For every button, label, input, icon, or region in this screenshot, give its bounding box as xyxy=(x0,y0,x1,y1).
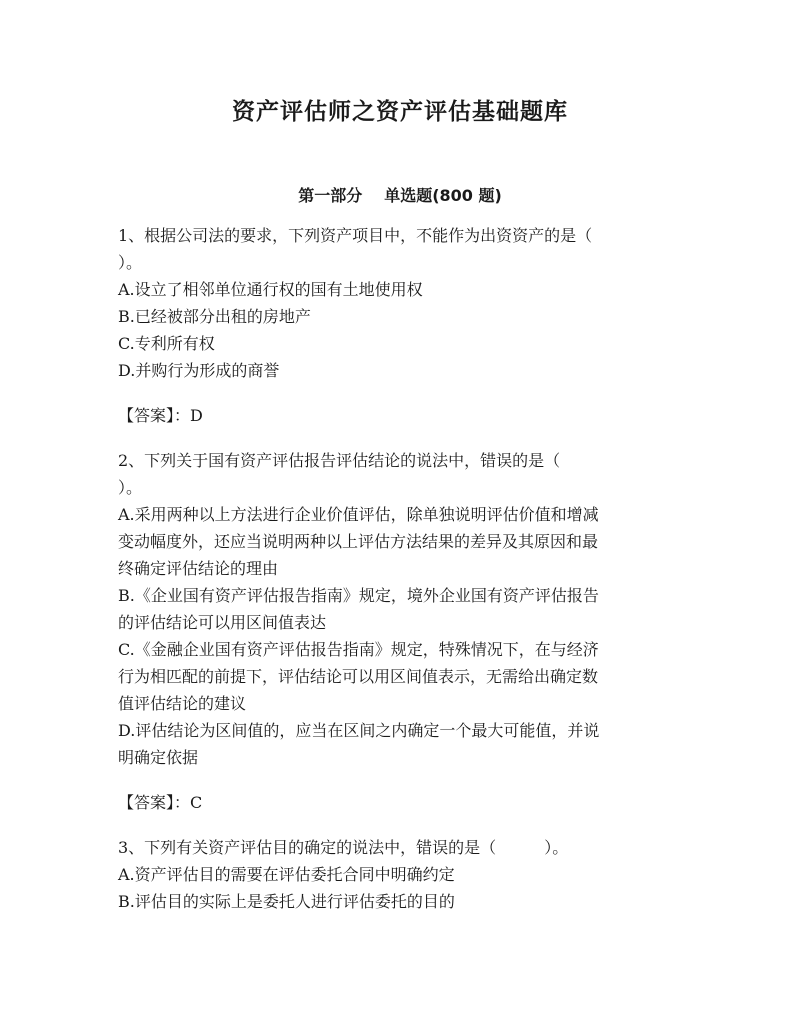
answer-label: 【答案】： xyxy=(118,406,191,425)
option-d: D.并购行为形成的商誉 xyxy=(118,361,280,380)
section-title: 单选题(800 题) xyxy=(384,186,502,205)
option-b: B.评估目的实际上是委托人进行评估委托的目的 xyxy=(118,892,455,911)
question-stem: 1、根据公司法的要求，下列资产项目中，不能作为出资资产的是（ xyxy=(118,226,593,245)
answer-2 xyxy=(118,789,682,816)
option-a: A.资产评估目的需要在评估委托合同中明确约定 xyxy=(118,865,455,884)
answer-value: C xyxy=(190,793,203,812)
question-stem: 2、下列关于国有资产评估报告评估结论的说法中，错误的是（ xyxy=(118,451,561,470)
document-title: 资产评估师之资产评估基础题库 xyxy=(232,99,568,125)
answer-1 xyxy=(118,402,682,429)
option-a: 变动幅度外，还应当说明两种以上评估方法结果的差异及其原因和最 xyxy=(118,532,599,551)
option-c: C.《金融企业国有资产评估报告指南》规定，特殊情况下，在与经济 xyxy=(118,640,599,659)
section-part: 第一部分 xyxy=(298,186,363,205)
question-2 xyxy=(118,447,682,771)
option-d: D.评估结论为区间值的，应当在区间之内确定一个最大可能值，并说 xyxy=(118,721,600,740)
question-3 xyxy=(118,834,682,915)
option-c: 值评估结论的建议 xyxy=(118,694,247,713)
question-stem: 3、下列有关资产评估目的确定的说法中，错误的是（ ）。 xyxy=(118,838,569,857)
option-c: C.专利所有权 xyxy=(118,334,215,353)
answer-label: 【答案】： xyxy=(118,793,191,812)
option-a: A.设立了相邻单位通行权的国有土地使用权 xyxy=(118,280,423,299)
option-b: B.《企业国有资产评估报告指南》规定，境外企业国有资产评估报告 xyxy=(118,586,599,605)
question-list xyxy=(118,222,682,915)
answer-value: D xyxy=(190,406,203,425)
question-stem: ）。 xyxy=(118,478,143,497)
section-heading xyxy=(0,183,800,206)
option-c: 行为相匹配的前提下，评估结论可以用区间值表示，无需给出确定数 xyxy=(118,667,599,686)
option-a: 终确定评估结论的理由 xyxy=(118,559,279,578)
question-stem: ）。 xyxy=(118,253,143,272)
question-1 xyxy=(118,222,682,384)
option-b: 的评估结论可以用区间值表达 xyxy=(118,613,327,632)
option-b: B.已经被部分出租的房地产 xyxy=(118,307,311,326)
option-a: A.采用两种以上方法进行企业价值评估，除单独说明评估价值和增减 xyxy=(118,505,599,524)
option-d: 明确定依据 xyxy=(118,748,199,767)
